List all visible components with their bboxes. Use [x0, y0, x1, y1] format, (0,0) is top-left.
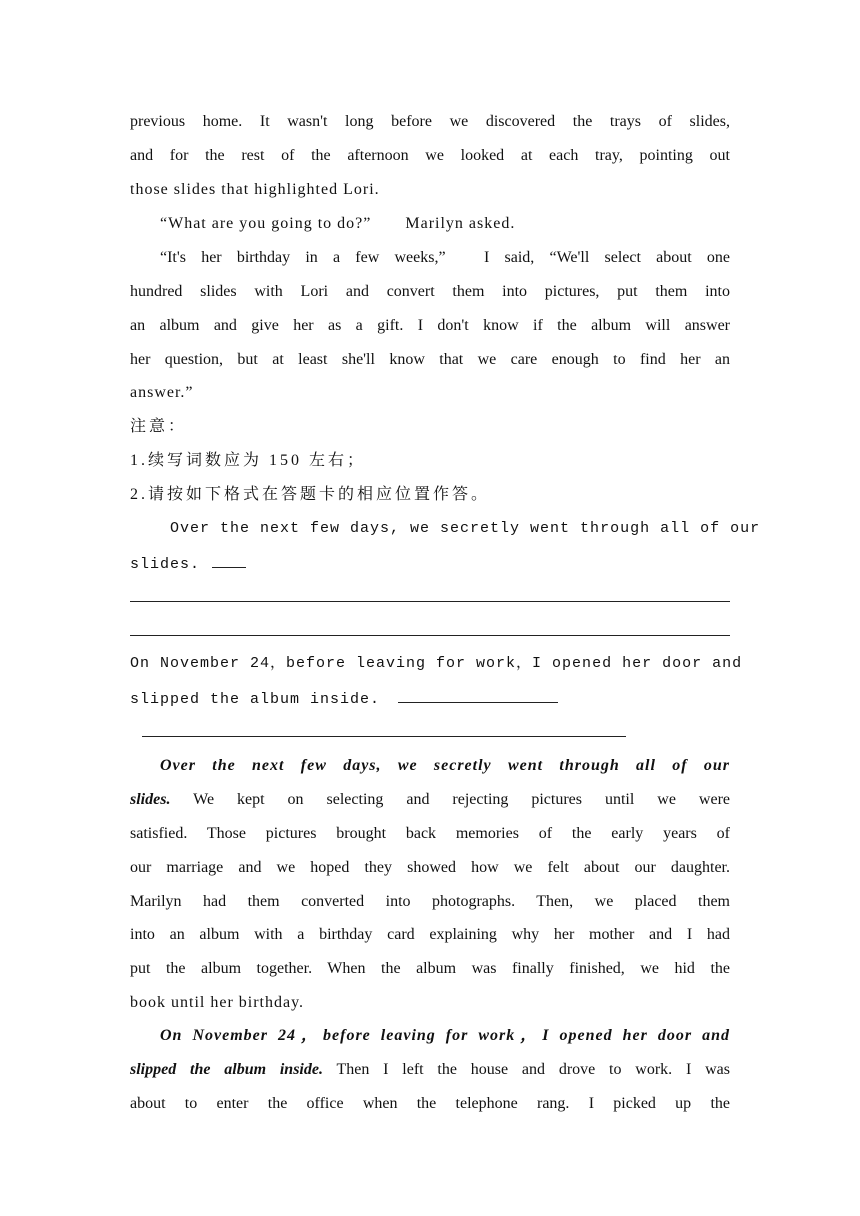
prompt-1-line-2: [130, 553, 730, 575]
answer-p1-line-6: into an album with a birthday card explaining why her mother and I had: [130, 926, 730, 943]
prompt-2-line-1: On November 24，before leaving for work，I opened her door and: [130, 655, 743, 672]
story-line-6: hundred slides with Lori and convert them into pictures, put them into: [130, 283, 730, 300]
answer-blank: [212, 553, 246, 568]
answer-p2-lead-end: slipped the album inside.: [130, 1061, 323, 1078]
prompt-1-line-1: Over the next few days, we secretly went through all of our: [170, 520, 761, 537]
answer-blank: [398, 688, 558, 703]
answer-line: [142, 736, 626, 737]
story-line-4: “What are you going to do?” Marilyn asked.: [160, 215, 516, 232]
answer-p2-lead-line-1: On November 24，before leaving for work，I opened her door and: [160, 1027, 730, 1044]
answer-p2-line-2-rest: Then I left the house and drove to work. I was: [336, 1061, 730, 1078]
answer-line: [130, 601, 730, 602]
story-line-3: those slides that highlighted Lori.: [130, 181, 380, 198]
prompt-2-line-2: [130, 688, 730, 710]
answer-p1-lead-end: slides.: [130, 791, 171, 808]
notes-item-2: 2.请按如下格式在答题卡的相应位置作答。: [130, 486, 491, 503]
story-line-5: “It's her birthday in a few weeks,” I said, “We'll select about one: [160, 249, 730, 266]
answer-p1-line-8: book until her birthday.: [130, 994, 305, 1011]
answer-line: [130, 635, 730, 636]
story-line-2: and for the rest of the afternoon we looked at each tray, pointing out: [130, 147, 730, 164]
answer-p1-line-4: our marriage and we hoped they showed how we felt about our daughter.: [130, 859, 730, 876]
story-line-7: an album and give her as a gift. I don't know if the album will answer: [130, 317, 730, 334]
story-line-1: previous home. It wasn't long before we discovered the trays of slides,: [130, 113, 730, 130]
notes-title: 注意：: [130, 418, 188, 435]
story-line-8: her question, but at least she'll know that we care enough to find her an: [130, 351, 730, 368]
story-line-9: answer.”: [130, 384, 194, 401]
prompt-1-text: slides.: [130, 556, 201, 573]
prompt-2-text: slipped the album inside.: [130, 691, 381, 708]
answer-p1-line-3: satisfied. Those pictures brought back memories of the early years of: [130, 825, 730, 842]
notes-item-1: 1.续写词数应为 150 左右；: [130, 452, 367, 469]
answer-p1-line-5: Marilyn had them converted into photographs. Then, we placed them: [130, 893, 730, 910]
answer-p2-line-2: [130, 1060, 730, 1080]
answer-p2-line-3: about to enter the office when the telephone rang. I picked up the: [130, 1095, 730, 1112]
answer-p1-line-7: put the album together. When the album was finally finished, we hid the: [130, 960, 730, 977]
answer-p1-line-2-rest: We kept on selecting and rejecting pictures until we were: [193, 791, 730, 808]
answer-p1-line-2: [130, 790, 730, 810]
answer-p1-lead-line-1: Over the next few days, we secretly went through all of our: [160, 757, 730, 774]
